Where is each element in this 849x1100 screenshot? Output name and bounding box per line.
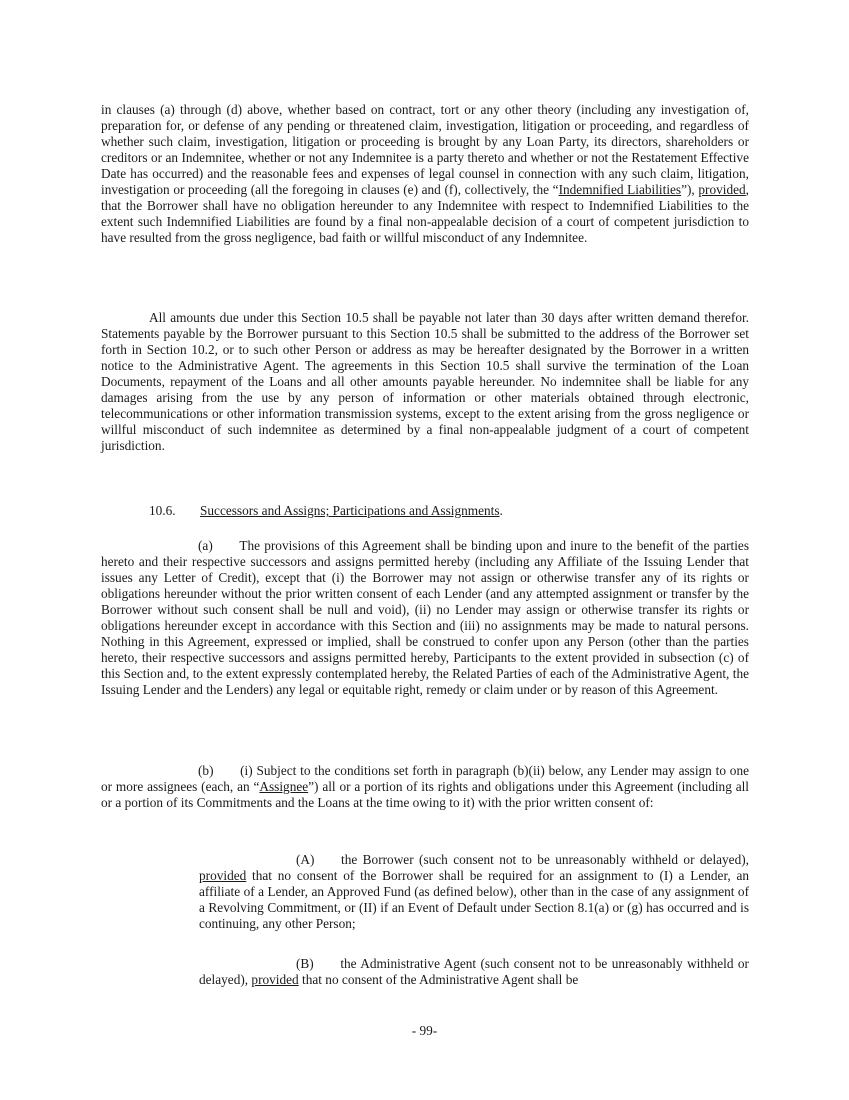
paragraph-text: ”), <box>681 182 699 197</box>
paragraph-text: ”) all or a portion of its rights and obligations under this Agreement (including all or a portion of its Commitments and the Loans at the time owing to it) with the prior written consent of: <box>101 779 749 810</box>
paragraph-text: , that the Borrower shall have no obligation hereunder to any Indemnitee with respect to Indemnified Liabilities to the extent such Indemnified Liabilities are found by a final non-appealable decision of a court of competent jurisdiction to have resulted from the gross negligence, bad faith or willful misconduct of any Indemnitee. <box>101 182 749 245</box>
paragraph-text: that no consent of the Borrower shall be required for an assignment to (I) a Lender, an affiliate of a Lender, an Approved Fund (as defined below), other than in the case of any assignment of a Revolving Commitment, or (II) if an Event of Default under Section 8.1(a) or (g) has occurred and is continuing, any other Person; <box>199 868 749 931</box>
page-number: - 99- <box>411 1023 438 1038</box>
provided-term: provided <box>251 972 299 987</box>
provided-term: provided <box>698 182 746 197</box>
paragraph-text: that no consent of the Administrative Agent shall be <box>298 972 579 987</box>
subparagraph-B <box>199 956 749 988</box>
paragraph-b <box>101 763 749 811</box>
provided-term: provided <box>199 868 247 883</box>
paragraph-amounts-due: All amounts due under this Section 10.5 shall be payable not later than 30 days after written demand therefor. Statements payable by the Borrower pursuant to this Section 10.5 shall be submitted to the address of the Borrower set forth in Section 10.2, or to such other Person or address as may be hereafter designated by the Borrower in a written notice to the Administrative Agent. The agreements in this Section 10.5 shall survive the termination of the Loan Documents, repayment of the Loans and all other amounts payable hereunder. No indemnitee shall be liable for any damages arising from the use by any person of information or other materials obtained through electronic, telecommunications or other information transmission systems, except to the extent arising from the gross negligence or willful misconduct of such indemnitee as determined by a final non-appealable judgment of a court of competent jurisdiction. <box>101 310 749 453</box>
section-title: Successors and Assigns; Participations and Assignments <box>200 503 500 518</box>
section-number: 10.6. <box>149 503 176 518</box>
section-heading <box>149 503 503 519</box>
paragraph-a: (a) The provisions of this Agreement shall be binding upon and inure to the benefit of the parties hereto and their respective successors and assigns permitted hereby (including any Affiliate of the Issuing Lender that issues any Letter of Credit), except that (i) the Borrower may not assign or otherwise transfer any of its rights or obligations hereunder without the prior written consent of each Lender (and any attempted assignment or transfer by the Borrower without such consent shall be null and void), (ii) no Lender may assign or otherwise transfer its rights or obligations hereunder except in accordance with this Section and (iii) no assignments may be made to natural persons. Nothing in this Agreement, expressed or implied, shall be construed to confer upon any Person (other than the parties hereto, their respective successors and assigns permitted hereby, Participants to the extent provided in subsection (c) of this Section and, to the extent expressly contemplated hereby, the Related Parties of each of the Administrative Agent, the Issuing Lender and the Lenders) any legal or equitable right, remedy or claim under or by reason of this Agreement. <box>101 538 749 697</box>
paragraph-indemnified-liabilities <box>101 102 749 246</box>
paragraph-text: (b) (i) Subject to the conditions set forth in paragraph (b)(ii) below, any Lender may assign to one or more assignees (each, an “ <box>101 763 749 794</box>
subparagraph-A <box>199 852 749 932</box>
defined-term-indemnified-liabilities: Indemnified Liabilities <box>558 182 682 197</box>
paragraph-text: in clauses (a) through (d) above, whether based on contract, tort or any other theory (including any investigation of, preparation for, or defense of any pending or threatened claim, investigation, litigation or proceeding, and regardless of whether such claim, investigation, litigation or proceeding is brought by any Loan Party, its directors, shareholders or creditors or an Indemnitee, whether or not any Indemnitee is a party thereto and whether or not the Restatement Effective Date has occurred) and the reasonable fees and expenses of legal counsel in connection with any such claim, litigation, investigation or proceeding (all the foregoing in clauses (e) and (f), collectively, the “ <box>101 102 749 197</box>
paragraph-text: (B) the Administrative Agent (such consent not to be unreasonably withheld or delayed), <box>199 956 749 987</box>
paragraph-text: (A) the Borrower (such consent not to be unreasonably withheld or delayed), <box>296 852 749 867</box>
section-title-punct: . <box>499 503 503 518</box>
defined-term-assignee: Assignee <box>259 779 309 794</box>
